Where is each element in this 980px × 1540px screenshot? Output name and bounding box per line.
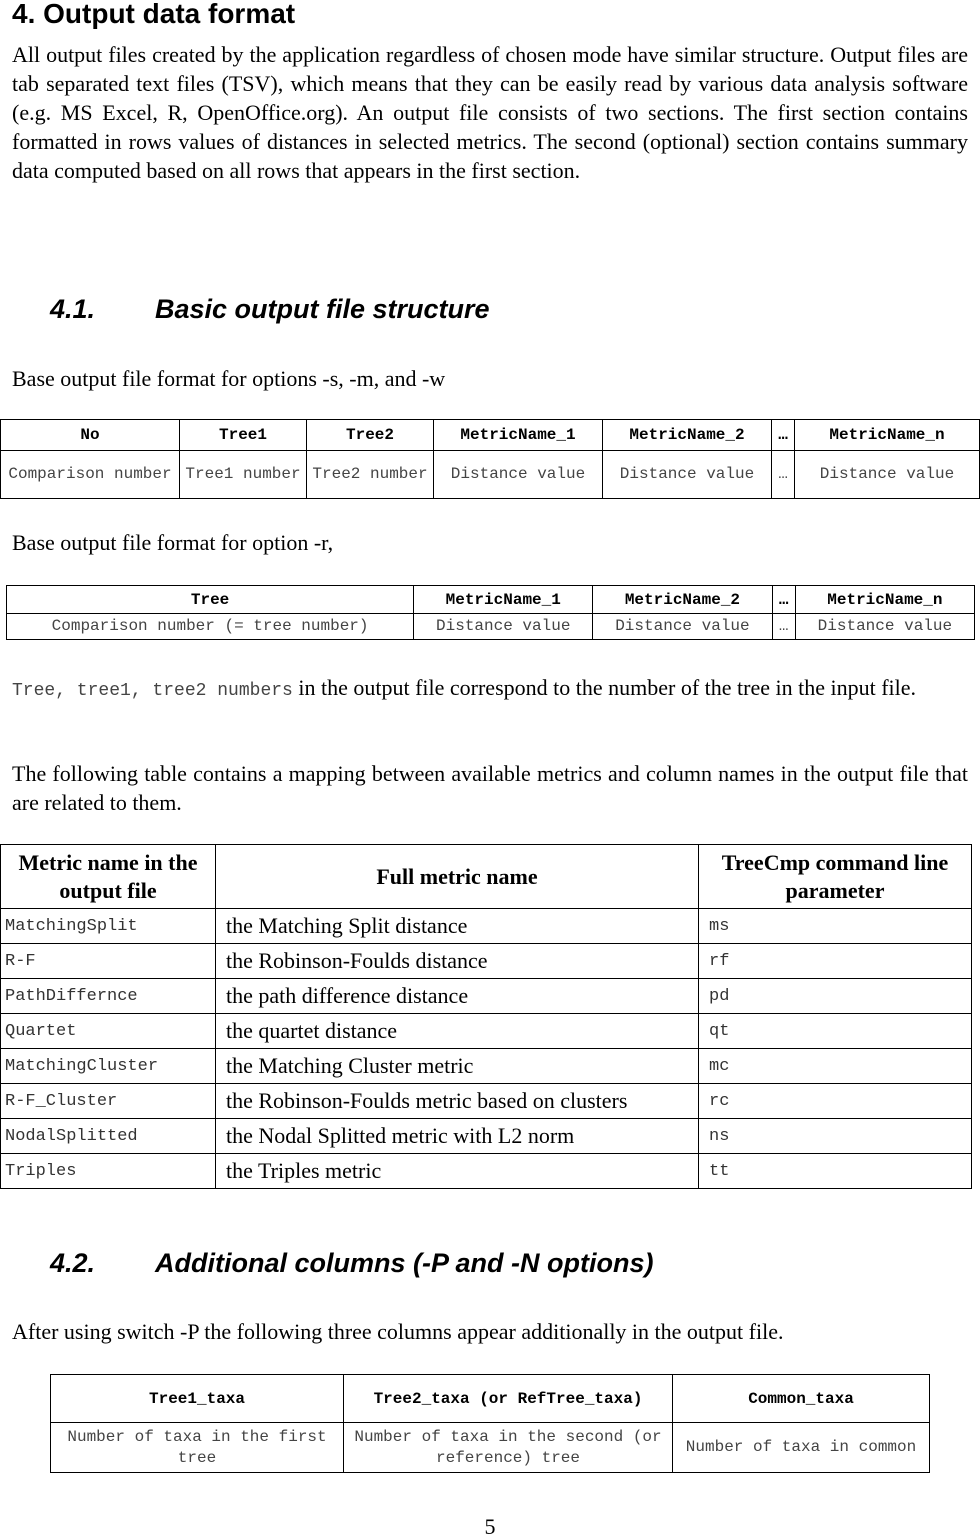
table-row (1, 1014, 972, 1049)
table-cell: the Robinson-Foulds distance (216, 944, 699, 979)
table-cell: Comparison number (= tree number) (7, 614, 414, 640)
table-header-cell: TreeCmp command line parameter (699, 845, 972, 909)
table-header-cell: Tree2 (307, 420, 434, 451)
table-cell: ns (699, 1119, 972, 1154)
table-cell: Quartet (1, 1014, 216, 1049)
table-header-cell: MetricName_2 (593, 586, 772, 614)
table-header-cell: MetricName_1 (414, 586, 593, 614)
table-header-cell: MetricName_n (795, 420, 980, 451)
table-cell: Distance value (603, 451, 772, 499)
table-cell: the quartet distance (216, 1014, 699, 1049)
mapping-header-row (1, 845, 972, 909)
table-cell: the Robinson-Foulds metric based on clusters (216, 1084, 699, 1119)
section-4-2-number: 4.2. (50, 1248, 96, 1278)
section-4-1-title: Basic output file structure (155, 294, 490, 324)
table-cell: Distance value (795, 451, 980, 499)
additional-columns-table (50, 1374, 930, 1473)
metric-mapping-table (0, 844, 972, 1189)
section-4-2-intro: After using switch -P the following three columns appear additionally in the output file. (12, 1319, 784, 1344)
tree-numbers-note (12, 673, 968, 706)
table-cell: tt (699, 1154, 972, 1189)
table-row (51, 1423, 930, 1473)
table-cell: Number of taxa in the second (or reference) tree (344, 1423, 673, 1473)
table-header-cell: Tree (7, 586, 414, 614)
section-4-heading: 4. Output data format (12, 0, 296, 29)
table-cell: ms (699, 909, 972, 944)
table-header-cell: Metric name in the output file (1, 845, 216, 909)
section-4-1-number: 4.1. (50, 294, 96, 324)
table-smw (0, 419, 980, 499)
section-4-2-title: Additional columns (-P and -N options) (155, 1248, 654, 1278)
table-header-cell: MetricName_2 (603, 420, 772, 451)
table-cell: mc (699, 1049, 972, 1084)
section-4-1-heading (50, 294, 490, 325)
table-header-cell: … (772, 586, 795, 614)
table-row (1, 944, 972, 979)
table-header-cell: Full metric name (216, 845, 699, 909)
table-row (1, 1154, 972, 1189)
table-cell: the Matching Split distance (216, 909, 699, 944)
table-row (1, 909, 972, 944)
table-cell: the Triples metric (216, 1154, 699, 1189)
table-header-cell: Tree1_taxa (51, 1375, 344, 1423)
table-cell: … (772, 614, 795, 640)
table-cell: … (772, 451, 795, 499)
table-header-cell: Tree1 (180, 420, 307, 451)
table-header-cell: Tree2_taxa (or RefTree_taxa) (344, 1375, 673, 1423)
table-cell: Triples (1, 1154, 216, 1189)
table-smw-header-row (1, 420, 980, 451)
table-cell: Distance value (434, 451, 603, 499)
additional-header-row (51, 1375, 930, 1423)
table-header-cell: … (772, 420, 795, 451)
caption-r: Base output file format for option -r, (12, 530, 334, 555)
table-cell: the path difference distance (216, 979, 699, 1014)
table-r (6, 585, 975, 640)
table-r-header-row (7, 586, 975, 614)
table-cell: rc (699, 1084, 972, 1119)
table-cell: Distance value (795, 614, 974, 640)
table-cell: Tree2 number (307, 451, 434, 499)
table-row (1, 451, 980, 499)
mapping-intro: The following table contains a mapping between available metrics and column names in the output file that are related to them. (12, 761, 968, 815)
table-header-cell: Common_taxa (673, 1375, 930, 1423)
section-4-2-heading (50, 1248, 653, 1279)
table-row (1, 1049, 972, 1084)
table-cell: rf (699, 944, 972, 979)
table-cell: NodalSplitted (1, 1119, 216, 1154)
table-cell: Number of taxa in the first tree (51, 1423, 344, 1473)
table-row (1, 1084, 972, 1119)
table-cell: Distance value (593, 614, 772, 640)
table-cell: pd (699, 979, 972, 1014)
section-4-intro: All output files created by the application regardless of chosen mode have similar structure. Output files are tab separated text files (TSV), which means that they can be easily read by various data analysis software (e.g. MS Excel, R, OpenOffice.org). An output file consists of two sections. The first section contains formatted in rows values of distances in selected metrics. The second (optional) section contains summary data computed based on all rows that appears in the first section. (12, 42, 968, 183)
table-cell: Number of taxa in common (673, 1423, 930, 1473)
tree-numbers-text: in the output file correspond to the number of the tree in the input file. (292, 675, 917, 700)
table-row (7, 614, 975, 640)
table-cell: Distance value (414, 614, 593, 640)
table-cell: the Nodal Splitted metric with L2 norm (216, 1119, 699, 1154)
table-cell: Comparison number (1, 451, 180, 499)
table-cell: qt (699, 1014, 972, 1049)
table-header-cell: MetricName_1 (434, 420, 603, 451)
table-cell: MatchingSplit (1, 909, 216, 944)
table-cell: Tree1 number (180, 451, 307, 499)
table-cell: PathDiffernce (1, 979, 216, 1014)
table-header-cell: No (1, 420, 180, 451)
table-cell: MatchingCluster (1, 1049, 216, 1084)
caption-smw: Base output file format for options -s, -m, and -w (12, 366, 446, 391)
tree-numbers-code: Tree, tree1, tree2 numbers (12, 681, 293, 701)
table-cell: R-F (1, 944, 216, 979)
table-header-cell: MetricName_n (795, 586, 974, 614)
table-cell: the Matching Cluster metric (216, 1049, 699, 1084)
table-row (1, 979, 972, 1014)
table-cell: R-F_Cluster (1, 1084, 216, 1119)
table-row (1, 1119, 972, 1154)
page-number: 5 (484, 1514, 496, 1539)
